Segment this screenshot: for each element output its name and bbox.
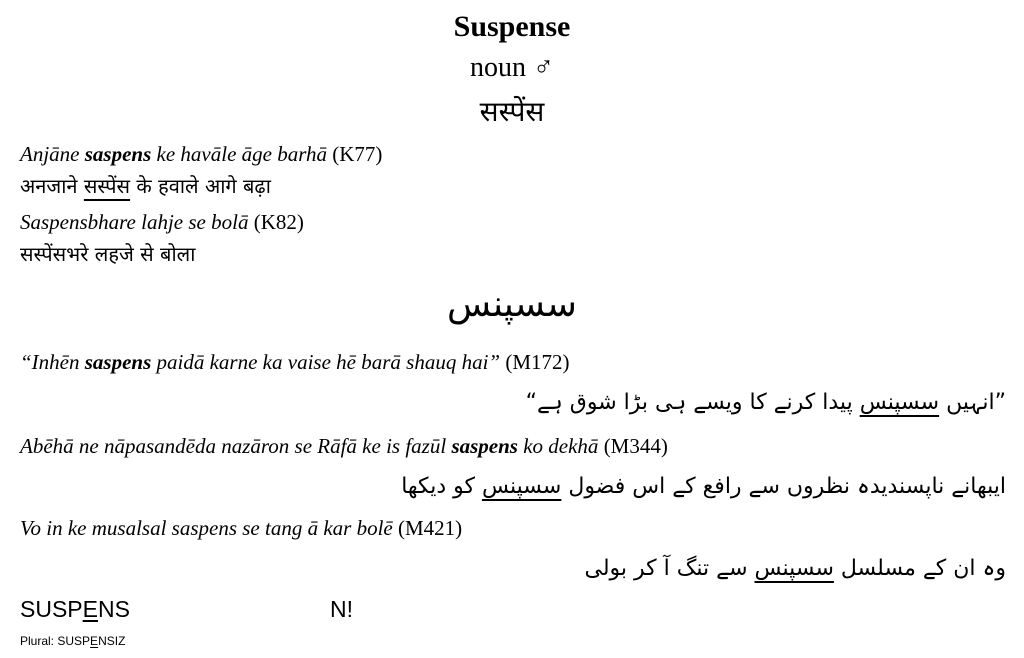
gender-marker: N! [330,596,353,622]
urdu-headword: سسپنس [447,284,577,325]
part-of-speech: noun ♂ [470,52,554,83]
hindi-headword: सस्पेंस [479,95,545,128]
example-m344-latin: Abēhā ne nāpasandēda nazāron se Rāfā ke is fazūl saspens ko dekhā (M344) [20,434,668,458]
plural-form: Plural: SUSPENSIZ [20,634,126,648]
example-m421-latin: Vo in ke musalsal saspens se tang ā kar bolē (M421) [20,516,463,540]
example-m344-urdu: ایبھانے ناپسندیدہ نظروں سے رافع کے اس فضول سسپنس کو دیکھا [401,474,1006,499]
example-k82-latin: Saspensbhare lahje se bolā (K82) [20,210,304,234]
example-k77-devanagari: अनजाने सस्पेंस के हवाले आगे बढ़ा [20,174,271,198]
headword: Suspense [453,10,571,43]
example-m421-urdu: وہ ان کے مسلسل سسپنس سے تنگ آ کر بولی [584,556,1006,581]
pronunciation: SUSPENS [20,596,130,622]
example-m172-latin: “Inhēn saspens paidā karne ka vaise hē barā shauq hai” (M172) [20,350,570,374]
example-k77-latin: Anjāne saspens ke havāle āge barhā (K77) [20,142,383,166]
example-m172-urdu: ”انہیں سسپنس پیدا کرنے کا ویسے ہی بڑا شوق ہے“ [525,390,1006,415]
example-k82-devanagari: सस्पेंसभरे लहजे से बोला [20,242,196,266]
